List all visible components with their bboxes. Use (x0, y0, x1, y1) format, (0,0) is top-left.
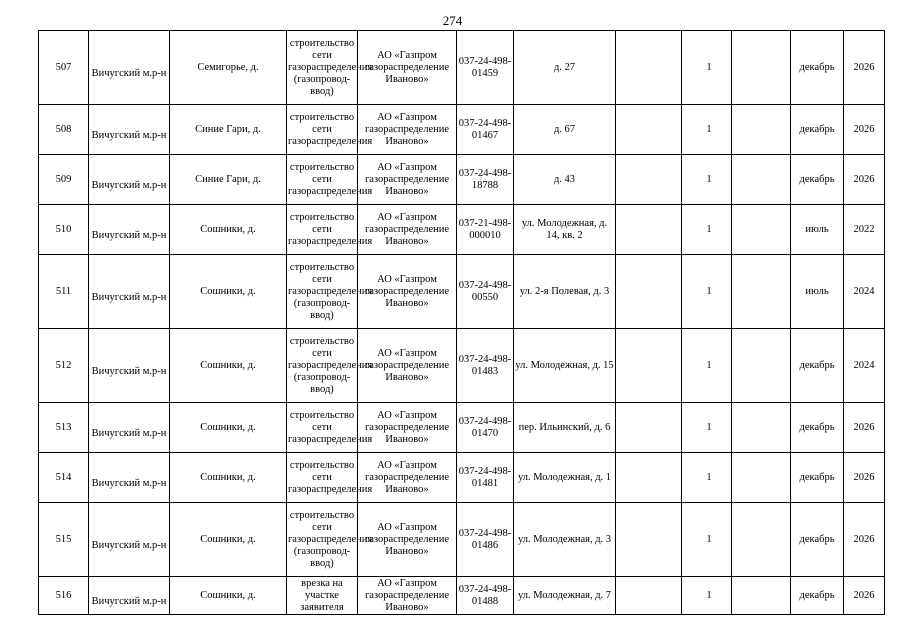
object-code-cell: 037-24-498-00550 (457, 255, 514, 329)
object-code-cell: 037-24-498-01459 (457, 31, 514, 105)
month-cell: декабрь (791, 403, 844, 453)
locality-cell: Синие Гари, д. (170, 105, 287, 155)
locality-cell: Синие Гари, д. (170, 155, 287, 205)
locality-cell: Сошники, д. (170, 255, 287, 329)
table-row (39, 403, 885, 453)
empty-cell (732, 577, 791, 615)
district-cell: Вичугский м.р-н (89, 503, 170, 577)
table-row (39, 577, 885, 615)
work-type-cell: строительство сети газораспределения (газопровод-ввод) (287, 503, 358, 577)
table-row (39, 329, 885, 403)
row-number-cell: 516 (39, 577, 89, 615)
empty-cell (616, 105, 682, 155)
organization-cell: АО «Газпром газораспределение Иваново» (358, 577, 457, 615)
address-cell: д. 27 (514, 31, 616, 105)
quantity-cell: 1 (682, 329, 732, 403)
row-number-cell: 515 (39, 503, 89, 577)
year-cell: 2026 (844, 155, 885, 205)
address-cell: ул. Молодежная, д. 15 (514, 329, 616, 403)
organization-cell: АО «Газпром газораспределение Иваново» (358, 503, 457, 577)
table-row (39, 105, 885, 155)
year-cell: 2026 (844, 31, 885, 105)
registry-table (38, 30, 885, 615)
organization-cell: АО «Газпром газораспределение Иваново» (358, 255, 457, 329)
empty-cell (616, 255, 682, 329)
empty-cell (616, 403, 682, 453)
year-cell: 2024 (844, 329, 885, 403)
row-number-cell: 507 (39, 31, 89, 105)
empty-cell (732, 503, 791, 577)
object-code-cell: 037-24-498-01481 (457, 453, 514, 503)
row-number-cell: 511 (39, 255, 89, 329)
month-cell: декабрь (791, 105, 844, 155)
district-cell: Вичугский м.р-н (89, 155, 170, 205)
quantity-cell: 1 (682, 403, 732, 453)
object-code-cell: 037-24-498-01470 (457, 403, 514, 453)
empty-cell (616, 577, 682, 615)
address-cell: пер. Ильинский, д. 6 (514, 403, 616, 453)
empty-cell (732, 105, 791, 155)
empty-cell (616, 31, 682, 105)
address-cell: д. 67 (514, 105, 616, 155)
year-cell: 2024 (844, 255, 885, 329)
address-cell: ул. Молодежная, д. 1 (514, 453, 616, 503)
organization-cell: АО «Газпром газораспределение Иваново» (358, 155, 457, 205)
quantity-cell: 1 (682, 205, 732, 255)
work-type-cell: строительство сети газораспределения (газопровод-ввод) (287, 255, 358, 329)
organization-cell: АО «Газпром газораспределение Иваново» (358, 105, 457, 155)
empty-cell (616, 329, 682, 403)
empty-cell (616, 453, 682, 503)
row-number-cell: 510 (39, 205, 89, 255)
locality-cell: Сошники, д. (170, 329, 287, 403)
work-type-cell: строительство сети газораспределения (287, 105, 358, 155)
address-cell: ул. Молодежная, д. 7 (514, 577, 616, 615)
table-row (39, 255, 885, 329)
empty-cell (732, 329, 791, 403)
year-cell: 2026 (844, 105, 885, 155)
district-cell: Вичугский м.р-н (89, 105, 170, 155)
object-code-cell: 037-24-498-01486 (457, 503, 514, 577)
quantity-cell: 1 (682, 255, 732, 329)
locality-cell: Сошники, д. (170, 503, 287, 577)
page-number: 274 (442, 13, 463, 28)
work-type-cell: строительство сети газораспределения (газопровод-ввод) (287, 31, 358, 105)
month-cell: декабрь (791, 155, 844, 205)
empty-cell (732, 155, 791, 205)
empty-cell (732, 31, 791, 105)
object-code-cell: 037-24-498-01467 (457, 105, 514, 155)
district-cell: Вичугский м.р-н (89, 453, 170, 503)
district-cell: Вичугский м.р-н (89, 329, 170, 403)
month-cell: июль (791, 205, 844, 255)
object-code-cell: 037-24-498-18788 (457, 155, 514, 205)
row-number-cell: 512 (39, 329, 89, 403)
work-type-cell: строительство сети газораспределения (287, 403, 358, 453)
organization-cell: АО «Газпром газораспределение Иваново» (358, 205, 457, 255)
year-cell: 2026 (844, 577, 885, 615)
address-cell: ул. Молодежная, д. 14, кв. 2 (514, 205, 616, 255)
district-cell: Вичугский м.р-н (89, 403, 170, 453)
locality-cell: Семигорье, д. (170, 31, 287, 105)
empty-cell (616, 155, 682, 205)
district-cell: Вичугский м.р-н (89, 255, 170, 329)
month-cell: декабрь (791, 577, 844, 615)
row-number-cell: 513 (39, 403, 89, 453)
month-cell: декабрь (791, 31, 844, 105)
row-number-cell: 508 (39, 105, 89, 155)
district-cell: Вичугский м.р-н (89, 205, 170, 255)
month-cell: декабрь (791, 453, 844, 503)
address-cell: д. 43 (514, 155, 616, 205)
row-number-cell: 514 (39, 453, 89, 503)
quantity-cell: 1 (682, 577, 732, 615)
year-cell: 2026 (844, 503, 885, 577)
quantity-cell: 1 (682, 31, 732, 105)
empty-cell (732, 403, 791, 453)
empty-cell (732, 453, 791, 503)
organization-cell: АО «Газпром газораспределение Иваново» (358, 329, 457, 403)
month-cell: декабрь (791, 503, 844, 577)
work-type-cell: строительство сети газораспределения (287, 155, 358, 205)
month-cell: декабрь (791, 329, 844, 403)
table-row (39, 31, 885, 105)
table-row (39, 205, 885, 255)
year-cell: 2022 (844, 205, 885, 255)
year-cell: 2026 (844, 453, 885, 503)
object-code-cell: 037-24-498-01488 (457, 577, 514, 615)
empty-cell (732, 205, 791, 255)
object-code-cell: 037-24-498-01483 (457, 329, 514, 403)
row-number-cell: 509 (39, 155, 89, 205)
work-type-cell: врезка на участке заявителя (287, 577, 358, 615)
quantity-cell: 1 (682, 503, 732, 577)
district-cell: Вичугский м.р-н (89, 577, 170, 615)
organization-cell: АО «Газпром газораспределение Иваново» (358, 403, 457, 453)
table-row (39, 155, 885, 205)
quantity-cell: 1 (682, 453, 732, 503)
address-cell: ул. 2-я Полевая, д. 3 (514, 255, 616, 329)
organization-cell: АО «Газпром газораспределение Иваново» (358, 453, 457, 503)
table-row (39, 453, 885, 503)
quantity-cell: 1 (682, 155, 732, 205)
locality-cell: Сошники, д. (170, 577, 287, 615)
empty-cell (616, 205, 682, 255)
table-row (39, 503, 885, 577)
locality-cell: Сошники, д. (170, 453, 287, 503)
empty-cell (616, 503, 682, 577)
locality-cell: Сошники, д. (170, 205, 287, 255)
year-cell: 2026 (844, 403, 885, 453)
work-type-cell: строительство сети газораспределения (287, 205, 358, 255)
work-type-cell: строительство сети газораспределения (газопровод-ввод) (287, 329, 358, 403)
empty-cell (732, 255, 791, 329)
address-cell: ул. Молодежная, д. 3 (514, 503, 616, 577)
quantity-cell: 1 (682, 105, 732, 155)
locality-cell: Сошники, д. (170, 403, 287, 453)
organization-cell: АО «Газпром газораспределение Иваново» (358, 31, 457, 105)
work-type-cell: строительство сети газораспределения (287, 453, 358, 503)
district-cell: Вичугский м.р-н (89, 31, 170, 105)
month-cell: июль (791, 255, 844, 329)
object-code-cell: 037-21-498-000010 (457, 205, 514, 255)
